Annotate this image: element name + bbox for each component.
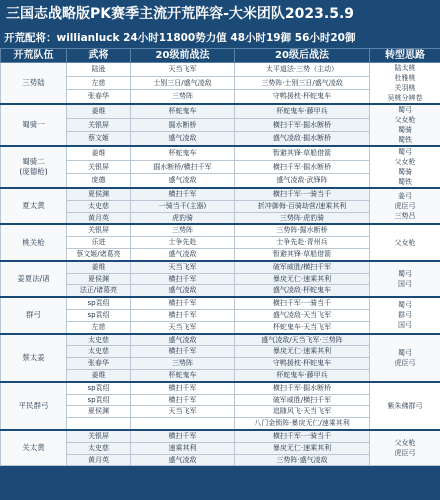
transition-idea-cell: 陆太桃 杜雅桃 关羽桃 吴桃分辨卷 [370, 63, 440, 105]
late-tactics-cell: 杯蛇鬼车·藤甲兵 [235, 369, 370, 381]
late-tactics-cell: 三势阵·掘水断桥 [235, 224, 370, 236]
general-cell: 姜维 [67, 146, 131, 160]
early-tactics-cell: 三势阵 [131, 224, 235, 236]
team-name-cell: 夏太黄 [1, 188, 67, 224]
column-header: 开荒队伍 [1, 49, 67, 63]
late-tactics-cell: 横扫千军·掘水断桥 [235, 118, 370, 132]
early-tactics-cell: 盛气凌敌 [131, 132, 235, 146]
late-tactics-cell: 士争先赴·青州兵 [235, 237, 370, 249]
early-tactics-cell: 横扫千军 [131, 394, 235, 406]
early-tactics-cell: 速乘其利 [131, 442, 235, 454]
team-name-cell: 蜀骑二 (庞德枪) [1, 146, 67, 188]
transition-idea-cell: 紫朱佛群弓 [370, 382, 440, 430]
table-row [1, 146, 440, 160]
table-row [1, 261, 440, 273]
team-name-cell: 平民群弓 [1, 382, 67, 430]
transition-idea-cell: 蜀弓 父女枪 蜀骑 蜀铁 [370, 104, 440, 146]
late-tactics-cell: 暂避其锋·草船借箭 [235, 146, 370, 160]
late-tactics-cell: 太平道法·三势（主动） [235, 63, 370, 77]
general-cell: 蔡文姬 [67, 132, 131, 146]
table-header-row [1, 49, 440, 63]
general-cell: 关银屏 [67, 118, 131, 132]
early-tactics-cell: 杯蛇鬼车 [131, 146, 235, 160]
late-tactics-cell: 盛气凌敌·天当飞军 [235, 309, 370, 321]
general-cell: 姜维 [67, 261, 131, 273]
early-tactics-cell: 掘水断桥/横扫千军 [131, 160, 235, 174]
lineup-table [0, 48, 440, 466]
late-tactics-cell: 八门金锁阵·暴戾无仁/速乘其利 [235, 418, 370, 430]
general-cell: 黄月英 [67, 212, 131, 224]
page-subtitle: 开荒配将：willianluck 24小时11800势力值 48小时19御 56小时20御 [4, 32, 356, 44]
late-tactics-cell: 横扫千军·一骑当千 [235, 430, 370, 442]
transition-idea-cell: 蜀弓 父女枪 蜀骑 蜀铁 [370, 146, 440, 188]
team-name-cell: 群弓 [1, 297, 67, 333]
transition-idea-cell: 姜弓 虎臣弓 三势吕 [370, 188, 440, 224]
column-header: 武将 [67, 49, 131, 63]
late-tactics-cell: 横扫千军·掘水断桥 [235, 382, 370, 394]
early-tactics-cell: 横扫千军 [131, 273, 235, 285]
table-row [1, 297, 440, 309]
general-cell: 陆逊 [67, 63, 131, 77]
late-tactics-cell: 暴戾无仁·速乘其利 [235, 442, 370, 454]
late-tactics-cell: 盛气凌敌·杯蛇鬼车 [235, 285, 370, 297]
late-tactics-cell: 横扫千军·一骑当千 [235, 297, 370, 309]
team-name-cell: 关太黄 [1, 430, 67, 466]
general-cell: sp袁绍 [67, 382, 131, 394]
table-row [1, 430, 440, 442]
early-tactics-cell: 横扫千军 [131, 382, 235, 394]
team-name-cell: 姜夏法/诸 [1, 261, 67, 297]
general-cell: 太史慈 [67, 442, 131, 454]
general-cell: 夏侯渊 [67, 273, 131, 285]
general-cell: 太史慈 [67, 334, 131, 346]
team-name-cell: 蜀骑一 [1, 104, 67, 146]
column-header: 20级前战法 [131, 49, 235, 63]
early-tactics-cell: 士争先赴 [131, 237, 235, 249]
late-tactics-cell: 暴戾无仁·速乘其利 [235, 346, 370, 358]
late-tactics-cell: 三势阵·盛气凌敌 [235, 454, 370, 466]
general-cell: 张春华 [67, 358, 131, 370]
general-cell: 庞德 [67, 174, 131, 188]
general-cell: 夏侯渊 [67, 188, 131, 200]
general-cell: 蔡文姬/诸葛亮 [67, 248, 131, 260]
early-tactics-cell: 杯蛇鬼车 [131, 369, 235, 381]
table-row [1, 63, 440, 77]
general-cell: sp袁绍 [67, 297, 131, 309]
general-cell: 黄月英 [67, 454, 131, 466]
early-tactics-cell: 盛气凌敌 [131, 454, 235, 466]
late-tactics-cell: 杯蛇鬼车·藤甲兵 [235, 104, 370, 118]
transition-idea-cell: 蜀弓 群弓 国弓 [370, 297, 440, 333]
general-cell: 太史慈 [67, 200, 131, 212]
general-cell: 左慈 [67, 321, 131, 333]
general-cell: 关银屏 [67, 430, 131, 442]
late-tactics-cell: 横扫千军·一骑当千 [235, 188, 370, 200]
early-tactics-cell: 横扫千军 [131, 309, 235, 321]
late-tactics-cell: 三势阵·虎豹骑 [235, 212, 370, 224]
team-name-cell: 三势陆 [1, 63, 67, 105]
early-tactics-cell: 杯蛇鬼车 [131, 104, 235, 118]
early-tactics-cell: 盛气凌敌 [131, 285, 235, 297]
team-name-cell: 桃关枪 [1, 224, 67, 260]
late-tactics-cell: 杯蛇鬼车·天当飞军 [235, 321, 370, 333]
early-tactics-cell: 天当飞军 [131, 321, 235, 333]
late-tactics-cell: 盛气凌敌·掘水断桥 [235, 132, 370, 146]
table-row [1, 104, 440, 118]
general-cell: 关银屏 [67, 160, 131, 174]
general-cell: 夏侯渊 [67, 406, 131, 418]
table-row [1, 334, 440, 346]
late-tactics-cell: 暂避其锋·草船借箭 [235, 248, 370, 260]
general-cell: 乐进 [67, 237, 131, 249]
late-tactics-cell: 守鸭援枕·杯蛇鬼车 [235, 90, 370, 104]
general-cell: 张春华 [67, 90, 131, 104]
general-cell: sp袁绍 [67, 309, 131, 321]
table-row [1, 188, 440, 200]
early-tactics-cell: 横扫千军 [131, 430, 235, 442]
early-tactics-cell: 横扫千军 [131, 297, 235, 309]
transition-idea-cell: 父女枪 虎臣弓 [370, 430, 440, 466]
late-tactics-cell: 盛气凌敌/天当飞军·三势阵 [235, 334, 370, 346]
early-tactics-cell: 天当飞军 [131, 63, 235, 77]
general-cell: sp袁绍 [67, 394, 131, 406]
early-tactics-cell: 士别三日/盛气凌敌 [131, 76, 235, 90]
early-tactics-cell: 掘水断桥 [131, 118, 235, 132]
table-row [1, 382, 440, 394]
early-tactics-cell: 横扫千军 [131, 188, 235, 200]
late-tactics-cell: 破军威胜/横扫千军 [235, 394, 370, 406]
early-tactics-cell: 一骑当千(主器) [131, 200, 235, 212]
general-cell: 太史慈 [67, 346, 131, 358]
early-tactics-cell: 虎豹骑 [131, 212, 235, 224]
late-tactics-cell: 盛气凌敌·武锋阵 [235, 174, 370, 188]
general-cell: 左慈 [67, 76, 131, 90]
late-tactics-cell: 折冲御侮·百骑劫营/速乘其利 [235, 200, 370, 212]
column-header: 20级后战法 [235, 49, 370, 63]
team-name-cell: 蔡太姜 [1, 334, 67, 382]
general-cell [67, 418, 131, 430]
transition-idea-cell: 蜀弓 虎臣弓 [370, 334, 440, 382]
early-tactics-cell: 三势阵 [131, 358, 235, 370]
transition-idea-cell: 父女枪 [370, 224, 440, 260]
page-title: 三国志战略版PK赛季主流开荒阵容-大米团队2023.5.9 [6, 6, 355, 22]
late-tactics-cell: 破军威胜/横扫千军 [235, 261, 370, 273]
early-tactics-cell: 盛气凌敌 [131, 248, 235, 260]
column-header: 转型思路 [370, 49, 440, 63]
general-cell: 关银屏 [67, 224, 131, 236]
early-tactics-cell: 三势阵 [131, 90, 235, 104]
general-cell: 法正/诸葛亮 [67, 285, 131, 297]
general-cell: 姜维 [67, 369, 131, 381]
general-cell: 姜维 [67, 104, 131, 118]
late-tactics-cell: 横扫千军·掘水断桥 [235, 160, 370, 174]
early-tactics-cell: 天当飞军 [131, 261, 235, 273]
table-body [1, 63, 440, 466]
early-tactics-cell: 天当飞军 [131, 406, 235, 418]
late-tactics-cell: 守鸭援枕·杯蛇鬼车 [235, 358, 370, 370]
late-tactics-cell: 暴戾无仁·速乘其利 [235, 273, 370, 285]
transition-idea-cell: 蜀弓 国弓 [370, 261, 440, 297]
table-row [1, 224, 440, 236]
late-tactics-cell: 三势阵·士别三日/盛气凌敌 [235, 76, 370, 90]
late-tactics-cell: 追随风飞·天当飞军 [235, 406, 370, 418]
early-tactics-cell [131, 418, 235, 430]
early-tactics-cell: 盛气凌敌 [131, 174, 235, 188]
early-tactics-cell: 盛气凌敌 [131, 334, 235, 346]
early-tactics-cell: 横扫千军 [131, 346, 235, 358]
